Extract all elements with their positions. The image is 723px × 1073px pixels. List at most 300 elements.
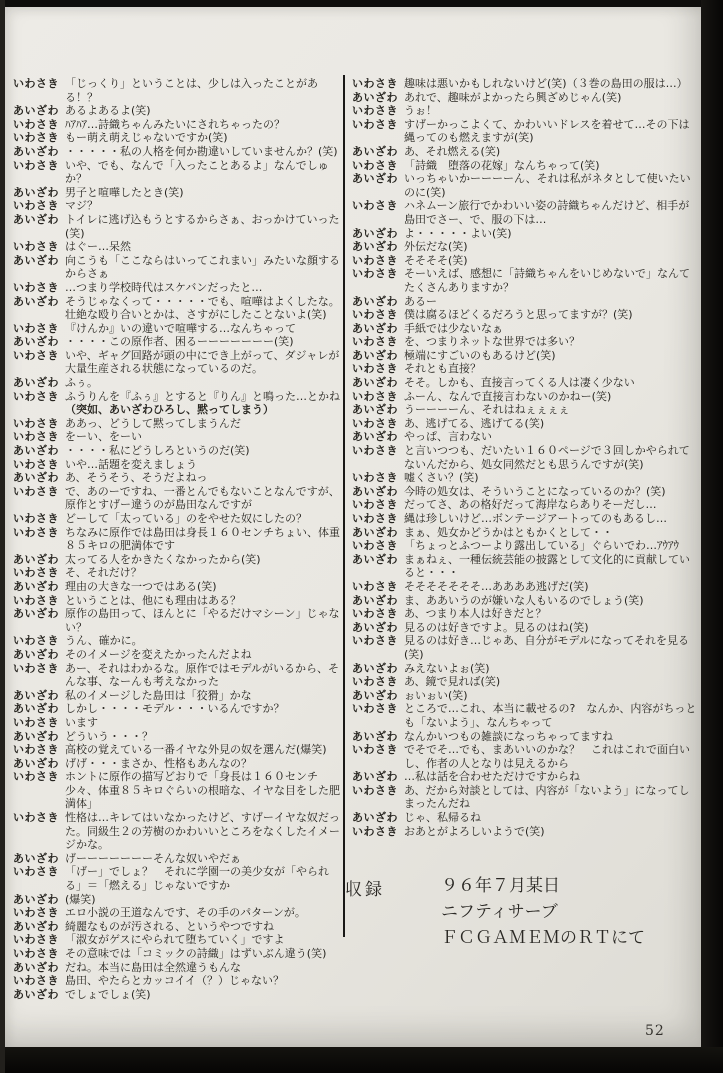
dialogue-text: そそ。しかも、直接言ってくる人は凄く少ない: [404, 376, 635, 390]
dialogue-text: 「詩織 堕落の花嫁」なんちゃって(笑): [404, 158, 600, 172]
speaker-name: [13, 403, 65, 417]
speaker-name: あいざわ: [13, 851, 59, 865]
dialogue-entry: [352, 634, 700, 661]
dialogue-text: いや、でも、なんで「入ったことあるよ」なんでしゅか？: [65, 158, 329, 186]
dialogue-text: あるー: [404, 294, 437, 308]
dialogue-text: 嘘くさい？(笑): [404, 471, 479, 485]
dialogue-text: 向こうも「ここならはいってこれまい」みたいな顔するからさぁ: [65, 253, 340, 281]
speaker-name: いわさき: [13, 770, 59, 784]
speaker-name: いわさき: [13, 743, 59, 757]
speaker-name: あいざわ: [352, 294, 398, 308]
speaker-name: いわさき: [13, 389, 59, 403]
speaker-name: あいざわ: [13, 294, 59, 308]
dialogue-text: そそそそそそそ…ああああ逃げだ(笑): [404, 579, 589, 593]
scan-edge-top: [0, 0, 723, 7]
speaker-name: あいざわ: [352, 593, 398, 607]
dialogue-text: しかし・・・・モデル・・・いるんですか？: [65, 702, 285, 716]
dialogue-entry: [352, 104, 700, 118]
speaker-name: あいざわ: [352, 90, 398, 104]
dialogue-entry: [352, 811, 700, 825]
dialogue-entry: [13, 716, 340, 730]
dialogue-text: 『けんか』いの違いで喧嘩する…なんちゃって: [65, 321, 296, 335]
dialogue-entry: [13, 403, 340, 417]
dialogue-entry: [13, 444, 340, 458]
speaker-name: いわさき: [13, 416, 59, 430]
dialogue-entry: [13, 865, 340, 892]
dialogue-text: 「じっくり」ということは、少しは入ったことがある！？: [65, 77, 318, 104]
speaker-name: あいざわ: [352, 552, 398, 566]
dialogue-text: 原作の島田って、ほんとに「やるだけマシーン」じゃない？: [65, 607, 340, 634]
dialogue-text: ・・・・私にどうしろというのだ(笑): [65, 444, 250, 458]
speaker-name: いわさき: [13, 117, 59, 131]
dialogue-entry: [352, 607, 700, 621]
dialogue-text: すげーかっこよくて、かわいいドレスを着せて…その下は縄ってのも燃えますが(笑): [404, 117, 690, 145]
scan-edge-bottom: [0, 1047, 723, 1073]
speaker-name: いわさき: [13, 865, 59, 879]
dialogue-text: あ、つまり本人は好きだと？: [404, 607, 547, 621]
dialogue-entry: [352, 349, 700, 363]
dialogue-text: で、あのーですね、一番とんでもないことなんですが、原作とすげー違うのが島田なんですが: [65, 484, 340, 512]
dialogue-text: 縄は珍しいけど…ボンテージアートってのもあるし…: [404, 512, 668, 525]
speaker-name: あいざわ: [13, 444, 59, 458]
dialogue-entry: [13, 634, 340, 648]
speaker-name: いわさき: [13, 525, 59, 539]
speaker-name: あいざわ: [13, 185, 59, 199]
dialogue-entry: [13, 77, 340, 104]
speaker-name: あいざわ: [13, 892, 59, 906]
speaker-name: あいざわ: [13, 647, 59, 661]
speaker-name: あいざわ: [13, 579, 59, 593]
speaker-name: いわさき: [352, 199, 398, 213]
dialogue-entry: [13, 811, 340, 852]
speaker-name: いわさき: [352, 444, 398, 458]
recording-label: 収録: [345, 880, 385, 900]
dialogue-entry: [13, 471, 340, 485]
dialogue-entry: [13, 933, 340, 947]
speaker-name: いわさき: [13, 240, 59, 254]
dialogue-entry: [352, 118, 700, 145]
speaker-name: いわさき: [352, 117, 398, 131]
speaker-name: あいざわ: [352, 620, 398, 634]
speaker-name: あいざわ: [352, 729, 398, 743]
dialogue-text: 私のイメージした島田は「狡猾」かな: [65, 688, 252, 702]
dialogue-column-right: [352, 77, 700, 838]
dialogue-entry: [352, 376, 700, 390]
dialogue-entry: [352, 417, 700, 431]
dialogue-entry: [13, 893, 340, 907]
dialogue-entry: [13, 594, 340, 608]
speaker-name: あいざわ: [13, 144, 59, 158]
page-number: 52: [645, 1023, 665, 1039]
speaker-name: あいざわ: [13, 607, 59, 621]
speaker-name: いわさき: [13, 811, 59, 825]
speaker-name: いわさき: [13, 280, 59, 294]
dialogue-text: そそそそ(笑): [404, 253, 468, 267]
dialogue-text: あれで、趣味がよかったら興ざめじゃん(笑): [404, 90, 622, 104]
dialogue-text: なんかいつもの雑談になっちゃってますね: [404, 729, 613, 743]
dialogue-text: うーーーーん、それはねぇぇぇぇ: [404, 403, 570, 417]
speaker-name: いわさき: [352, 539, 398, 553]
speaker-name: いわさき: [13, 593, 59, 607]
speaker-name: あいざわ: [352, 403, 398, 417]
speaker-name: あいざわ: [13, 376, 59, 390]
dialogue-text: いや…話題を変えましょう: [65, 457, 197, 471]
dialogue-entry: [13, 159, 340, 186]
dialogue-text: おあとがよろしいようで(笑): [404, 824, 545, 838]
stage-direction: （突如、あいざわひろし、黙ってしまう）: [65, 403, 274, 417]
speaker-name: いわさき: [352, 743, 398, 757]
dialogue-text: あ、鏡で見れば(笑): [404, 675, 501, 689]
dialogue-entry: [13, 145, 340, 159]
speaker-name: いわさき: [13, 634, 59, 648]
dialogue-entry: [13, 512, 340, 526]
dialogue-entry: [352, 199, 700, 226]
dialogue-entry: [352, 254, 700, 268]
dialogue-entry: [13, 430, 340, 444]
dialogue-text: あるよあるよ(笑): [65, 104, 151, 118]
dialogue-entry: [352, 471, 700, 485]
dialogue-text: ところで…これ、本当に載せるの? なんか、内容がちっとも「ないよう」、なんちゃって: [404, 702, 697, 729]
speaker-name: いわさき: [352, 104, 398, 118]
speaker-name: いわさき: [13, 661, 59, 675]
speaker-name: あいざわ: [352, 484, 398, 498]
dialogue-text: じゃ、私帰るね: [404, 811, 481, 825]
column-divider: [343, 75, 345, 937]
dialogue-text: 「ちょっとふつーより露出している」ぐらいでわ…ｱｳｱｳ: [404, 539, 679, 553]
speaker-name: いわさき: [13, 199, 59, 213]
dialogue-entry: [13, 961, 340, 975]
speaker-name: あいざわ: [13, 212, 59, 226]
dialogue-text: その意味では「コミックの詩織」はずいぶん違う(笑): [65, 947, 327, 960]
dialogue-text: 太ってる人をかきたくなかったから(笑): [65, 552, 261, 566]
dialogue-text: 外伝だな(笑): [404, 240, 468, 254]
speaker-name: いわさき: [13, 430, 59, 444]
dialogue-entry: [13, 743, 340, 757]
speaker-name: いわさき: [13, 933, 59, 947]
dialogue-text: 見るのは好きですよ。見るのはね(笑): [404, 620, 589, 634]
dialogue-entry: [13, 988, 340, 1002]
dialogue-entry: [352, 539, 700, 553]
speaker-name: あいざわ: [13, 335, 59, 349]
speaker-name: あいざわ: [13, 756, 59, 770]
speaker-name: あいざわ: [352, 172, 398, 186]
dialogue-entry: [352, 335, 700, 349]
dialogue-text: …私は話を合わせただけですからね: [404, 770, 580, 784]
dialogue-entry: [13, 947, 340, 961]
dialogue-entry: [13, 553, 340, 567]
dialogue-entry: [352, 553, 700, 580]
speaker-name: あいざわ: [13, 552, 59, 566]
speaker-name: いわさき: [352, 253, 398, 267]
speaker-name: いわさき: [13, 321, 59, 335]
dialogue-entry: [352, 512, 700, 526]
dialogue-text: だね。本当に島田は全然違うもんな: [65, 960, 241, 974]
speaker-name: あいざわ: [13, 253, 59, 267]
speaker-name: あいざわ: [13, 688, 59, 702]
speaker-name: あいざわ: [352, 770, 398, 784]
dialogue-entry: [352, 267, 700, 294]
dialogue-entry: [13, 213, 340, 240]
dialogue-text: 見るのは好き…じゃあ、自分がモデルになってそれを見る(笑): [404, 634, 690, 661]
speaker-name: いわさき: [352, 702, 398, 716]
speaker-name: いわさき: [352, 579, 398, 593]
dialogue-entry: [13, 770, 340, 811]
dialogue-entry: [13, 662, 340, 689]
dialogue-text: みえないよぉ(笑): [404, 661, 490, 675]
speaker-name: あいざわ: [352, 321, 398, 335]
dialogue-entry: [13, 689, 340, 703]
speaker-name: いわさき: [13, 906, 59, 920]
dialogue-text: 極端にすごいのもあるけど(笑): [404, 348, 556, 362]
dialogue-entry: [352, 362, 700, 376]
dialogue-entry: [13, 730, 340, 744]
recording-place: ＦＣＧＡＭＥＭのＲＴにて: [441, 928, 645, 948]
dialogue-text: そ、それだけ？: [65, 566, 142, 580]
dialogue-entry: [13, 295, 340, 322]
dialogue-text: いや、ギャグ回路が頭の中にでき上がって、ダジャレが大量生産される状態になっているのだ。: [65, 348, 340, 376]
dialogue-entry: [13, 526, 340, 553]
document-page: [5, 7, 701, 1047]
dialogue-text: でしょでしょ(笑): [65, 987, 151, 1001]
dialogue-text: 「げー」でしょ？ それに学園一の美少女が「やられる」＝「燃える」じゃないですか: [65, 865, 329, 893]
speaker-name: いわさき: [352, 158, 398, 172]
speaker-name: あいざわ: [352, 525, 398, 539]
dialogue-text: ホントに原作の描写どおりで「身長は１６０センチ少々、体重８５キロぐらいの根暗な、イヤな目をした肥満体」: [65, 770, 340, 811]
dialogue-text: そーいえば、感想に「詩織ちゃんをいじめないで」なんてたくさんありますか？: [404, 267, 690, 294]
dialogue-text: 趣味は悪いかもしれないけど(笑)（３巻の島田の服は…）: [404, 77, 688, 90]
speaker-name: あいざわ: [352, 430, 398, 444]
dialogue-entry: [13, 974, 340, 988]
dialogue-text: と言いつつも、だいたい１６０ページで３回しかやられてないんだから、処女同然だとも思うんですが(笑): [404, 444, 690, 471]
speaker-name: いわさき: [352, 675, 398, 689]
dialogue-entry: [352, 662, 700, 676]
dialogue-text: ぉいぉい(笑): [404, 688, 468, 702]
speaker-name: いわさき: [352, 267, 398, 281]
recording-details: [441, 873, 645, 951]
dialogue-entry: [352, 308, 700, 322]
dialogue-entry: [13, 852, 340, 866]
dialogue-text: まぁ、処女かどうかはともかくとして・・: [404, 525, 613, 539]
dialogue-entry: [13, 485, 340, 512]
dialogue-text: げーーーーーーーそんな奴いやだぁ: [65, 851, 241, 865]
speaker-name: いわさき: [13, 77, 59, 90]
speaker-name: いわさき: [13, 512, 59, 525]
speaker-name: あいざわ: [13, 987, 59, 1001]
speaker-name: いわさき: [13, 947, 59, 960]
dialogue-text: まぁねぇ、一種伝統芸能の披露として文化的に貢献していると・・・: [404, 552, 690, 580]
dialogue-text: ま、ああいうのが嫌いな人もいるのでしょう(笑): [404, 593, 644, 607]
dialogue-entry: [352, 159, 700, 173]
dialogue-entry: [352, 621, 700, 635]
dialogue-entry: [13, 131, 340, 145]
dialogue-entry: [13, 199, 340, 213]
dialogue-text: 理由の大きな一つではある(笑): [65, 579, 217, 593]
dialogue-entry: [13, 240, 340, 254]
dialogue-entry: [13, 417, 340, 431]
speaker-name: あいざわ: [352, 688, 398, 702]
dialogue-text: もー萌え萌えじゃないですか(笑): [65, 131, 228, 145]
speaker-name: いわさき: [13, 131, 59, 145]
dialogue-entry: [352, 784, 700, 811]
dialogue-text: ・・・・この原作者、困るーーーーーーー(笑): [65, 335, 294, 349]
speaker-name: あいざわ: [352, 226, 398, 240]
speaker-name: いわさき: [13, 974, 59, 988]
speaker-name: いわさき: [13, 715, 59, 729]
dialogue-text: 「淑女がゲスにやられて堕ちていく」ですよ: [65, 933, 285, 947]
dialogue-text: 手紙では少ないなぁ: [404, 321, 503, 335]
speaker-name: いわさき: [352, 498, 398, 512]
speaker-name: あいざわ: [352, 811, 398, 825]
dialogue-entry: [352, 675, 700, 689]
dialogue-text: ちなみに原作では島田は身長１６０センチちょい、体重８５キロの肥満体です: [65, 525, 340, 553]
dialogue-entry: [352, 403, 700, 417]
speaker-name: いわさき: [352, 512, 398, 525]
dialogue-entry: [352, 825, 700, 839]
dialogue-text: はぐー…呆然: [65, 240, 131, 254]
dialogue-entry: [352, 172, 700, 199]
speaker-name: あいざわ: [352, 376, 398, 390]
dialogue-text: ふぅ。: [65, 376, 98, 390]
dialogue-entry: [352, 770, 700, 784]
dialogue-entry: [352, 444, 700, 471]
dialogue-text: 島田、やたらとカッコイイ（？）じゃない？: [65, 974, 285, 988]
dialogue-text: 性格は…キレてはいなかったけど、すげーイヤな奴だった。同級生２の芳樹のかわいいところをなくしたイメージかな。: [65, 811, 340, 852]
dialogue-text: ハネムーン旅行でかわいい姿の詩織ちゃんだけど、相手が島田でさー、で、服の下は…: [404, 199, 690, 226]
speaker-name: あいざわ: [13, 702, 59, 716]
dialogue-text: だってさ、あの格好だって海岸ならありそーだし…: [404, 498, 657, 512]
dialogue-text: 僕は腐るほどくるだろうと思ってますが？(笑): [404, 308, 633, 322]
dialogue-text: いっちゃいかーーーーん、それは私がネタとして使いたいのに(笑): [404, 172, 691, 199]
speaker-name: あいざわ: [13, 960, 59, 974]
speaker-name: あいざわ: [352, 144, 398, 158]
dialogue-entry: [13, 118, 340, 132]
speaker-name: いわさき: [352, 335, 398, 349]
dialogue-text: 男子と喧嘩したとき(笑): [65, 185, 184, 199]
dialogue-entry: [13, 335, 340, 349]
dialogue-entry: [13, 390, 340, 404]
dialogue-entry: [352, 77, 700, 91]
dialogue-column-left: [13, 77, 340, 1001]
scan-edge-left: [0, 0, 5, 1073]
dialogue-text: あー、それはわかるな。原作ではモデルがいるから、そんな事、なーんも考えなかった: [65, 661, 340, 689]
speaker-name: いわさき: [352, 471, 398, 485]
speaker-name: いわさき: [352, 77, 398, 90]
speaker-name: あいざわ: [13, 471, 59, 485]
dialogue-text: …つまり学校時代はスケバンだったと…: [65, 280, 263, 294]
dialogue-text: でそでそ…でも、まあいいのかな？ これはこれで面白いし、作者の人となりは見えるから: [404, 743, 690, 770]
speaker-name: あいざわ: [352, 661, 398, 675]
dialogue-entry: [352, 227, 700, 241]
dialogue-text: それとも直接？: [404, 362, 481, 376]
dialogue-text: ああっ、どうして黙ってしまうんだ: [65, 416, 241, 430]
dialogue-entry: [352, 730, 700, 744]
speaker-name: あいざわ: [13, 104, 59, 118]
speaker-name: いわさき: [352, 607, 398, 621]
dialogue-entry: [13, 104, 340, 118]
dialogue-text: をーい、をーい: [65, 430, 142, 444]
dialogue-entry: [352, 689, 700, 703]
dialogue-text: ・・・・・私の人格を何か勘違いしていませんか？(笑): [65, 144, 338, 158]
dialogue-entry: [13, 757, 340, 771]
dialogue-entry: [13, 458, 340, 472]
dialogue-entry: [352, 526, 700, 540]
recording-date: ９６年７月某日: [441, 876, 560, 896]
dialogue-text: マジ？: [65, 199, 98, 213]
dialogue-entry: [13, 281, 340, 295]
dialogue-entry: [13, 702, 340, 716]
dialogue-entry: [13, 376, 340, 390]
dialogue-text: 高校の覚えている一番イヤな外見の奴を選んだ(爆笑): [65, 743, 327, 757]
speaker-name: いわさき: [352, 783, 398, 797]
dialogue-entry: [352, 240, 700, 254]
dialogue-text: そうじゃなくって・・・・・でも、喧嘩はよくしたな。壮絶な殴り合いとかは、さすがにしたことないよ(笑): [65, 294, 340, 322]
dialogue-entry: [352, 702, 700, 729]
dialogue-entry: [352, 580, 700, 594]
dialogue-entry: [352, 498, 700, 512]
dialogue-text: ﾊｱﾊｱ…詩織ちゃんみたいにされちゃったの？: [65, 117, 285, 131]
dialogue-text: そのイメージを変えたかったんだよね: [65, 647, 252, 661]
dialogue-entry: [13, 349, 340, 376]
dialogue-entry: [352, 594, 700, 608]
dialogue-entry: [13, 322, 340, 336]
dialogue-text: 綺麗なものが汚される、というやつですね: [65, 919, 274, 933]
dialogue-entry: [352, 91, 700, 105]
speaker-name: いわさき: [13, 484, 59, 498]
dialogue-text: あ、逃げてる、逃げてる(笑): [404, 416, 545, 430]
dialogue-entry: [352, 430, 700, 444]
dialogue-text: エロ小説の王道なんです、その手のパターンが。: [65, 906, 306, 920]
dialogue-entry: [352, 743, 700, 770]
dialogue-entry: [13, 920, 340, 934]
speaker-name: いわさき: [13, 457, 59, 471]
dialogue-text: あ、だから対談としては、内容が「ないよう」になってしまったんだね: [404, 783, 690, 811]
dialogue-entry: [13, 186, 340, 200]
speaker-name: いわさき: [352, 416, 398, 430]
dialogue-text: 今時の処女は、そういうことになっているのか？(笑): [404, 484, 666, 498]
dialogue-text: ふうりんを『ふぅ』とすると『りん』と鳴った…とかね: [65, 389, 340, 403]
dialogue-entry: [13, 648, 340, 662]
speaker-name: あいざわ: [13, 919, 59, 933]
dialogue-entry: [352, 390, 700, 404]
dialogue-text: います: [65, 715, 98, 729]
dialogue-text: うん、確かに。: [65, 634, 143, 648]
speaker-name: あいざわ: [352, 240, 398, 254]
dialogue-text: を、つまりネットな世界では多い？: [404, 335, 580, 349]
dialogue-text: ということは、他にも理由はある？: [65, 593, 241, 607]
recording-service: ニフティサーブ: [441, 902, 558, 922]
dialogue-text: トイレに逃げ込もうとするからさぁ、おっかけていった(笑): [65, 212, 340, 240]
dialogue-text: どういう・・・？: [65, 729, 153, 743]
dialogue-entry: [13, 580, 340, 594]
speaker-name: あいざわ: [13, 729, 59, 743]
dialogue-text: ふーん、なんで直接言わないのかねー(笑): [404, 389, 612, 403]
speaker-name: いわさき: [352, 824, 398, 838]
dialogue-text: げげ・・・まさか、性格もあんなの？: [65, 756, 252, 770]
speaker-name: いわさき: [352, 308, 398, 322]
dialogue-entry: [352, 485, 700, 499]
speaker-name: いわさき: [352, 634, 398, 648]
speaker-name: いわさき: [13, 566, 59, 580]
speaker-name: あいざわ: [352, 348, 398, 362]
dialogue-text: (爆笑): [65, 892, 96, 906]
speaker-name: いわさき: [352, 389, 398, 403]
dialogue-entry: [13, 254, 340, 281]
dialogue-entry: [13, 906, 340, 920]
dialogue-entry: [352, 322, 700, 336]
dialogue-text: あ、それ燃える(笑): [404, 144, 501, 158]
dialogue-text: あ、そうそう、そうだよねっ: [65, 471, 208, 485]
dialogue-text: うぉ！: [404, 104, 437, 118]
